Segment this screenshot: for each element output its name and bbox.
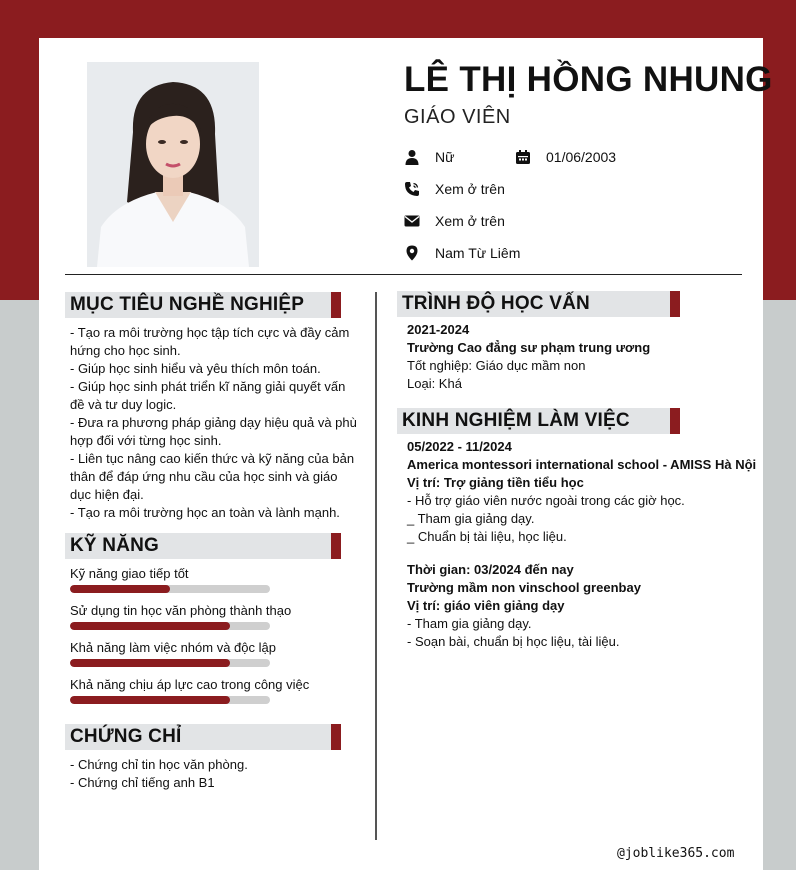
skill-bar xyxy=(70,659,270,667)
skill-bar xyxy=(70,696,270,704)
objective-title: MỤC TIÊU NGHỀ NGHIỆP xyxy=(70,294,305,315)
address-value: Nam Từ Liêm xyxy=(435,245,521,261)
heading-accent xyxy=(670,408,680,434)
gender-value: Nữ xyxy=(435,149,455,165)
certificate-item: - Chứng chỉ tiếng anh B1 xyxy=(70,775,215,790)
skill-bar-fill xyxy=(70,585,170,593)
job-position: Vị trí: giáo viên giảng dạy xyxy=(407,598,565,613)
gender-row xyxy=(404,149,454,165)
objective-line: - Đưa ra phương pháp giảng dạy hiệu quả và phù xyxy=(70,415,357,430)
skill-label: Khả năng làm việc nhóm và độc lập xyxy=(70,640,276,655)
job-position: Vị trí: Trợ giảng tiền tiểu học xyxy=(407,475,584,490)
heading-accent xyxy=(331,724,341,750)
job-duty: - Soạn bài, chuẩn bị học liệu, tài liệu. xyxy=(407,634,620,649)
email-row xyxy=(404,213,505,229)
objective-text xyxy=(70,324,360,522)
skill-bar xyxy=(70,585,270,593)
certificates-title: CHỨNG CHỈ xyxy=(70,726,182,747)
phone-row xyxy=(404,181,505,197)
education-period: 2021-2024 xyxy=(407,322,470,337)
birthday-row xyxy=(515,149,616,165)
objective-line: đề và tư duy logic. xyxy=(70,397,177,412)
certificates-heading xyxy=(65,724,341,750)
job-duty: - Hỗ trợ giáo viên nước ngoài trong các giờ học. xyxy=(407,493,685,508)
column-divider xyxy=(375,292,377,840)
job-title: GIÁO VIÊN xyxy=(404,106,511,128)
location-pin-icon xyxy=(404,245,420,261)
job-duty: _ Chuẩn bị tài liệu, học liệu. xyxy=(407,529,567,544)
education-grade: Loại: Khá xyxy=(407,376,462,391)
birthday-value: 01/06/2003 xyxy=(546,149,617,165)
objective-line: hợp đối với từng học sinh. xyxy=(70,433,222,448)
job-period: Thời gian: 03/2024 đến nay xyxy=(407,562,574,577)
skill-bar-fill xyxy=(70,622,230,630)
job-period: 05/2022 - 11/2024 xyxy=(407,439,512,454)
job-company: America montessori international school - AMISS Hà Nội xyxy=(407,457,757,472)
skill-label: Kỹ năng giao tiếp tốt xyxy=(70,566,189,581)
job-company: Trường mầm non vinschool greenbay xyxy=(407,580,641,595)
education-school: Trường Cao đẳng sư phạm trung ương xyxy=(407,340,651,355)
address-row xyxy=(404,245,520,261)
skill-bar-fill xyxy=(70,696,230,704)
portrait-image xyxy=(87,62,259,267)
objective-line: - Giúp học sinh hiểu và yêu thích môn toán. xyxy=(70,361,321,376)
education-title: TRÌNH ĐỘ HỌC VẤN xyxy=(402,293,590,314)
heading-accent xyxy=(331,292,341,318)
email-value: Xem ở trên xyxy=(435,213,505,229)
heading-accent xyxy=(670,291,680,317)
objective-line: - Tạo ra môi trường học an toàn và lành mạnh. xyxy=(70,505,340,520)
profile-photo xyxy=(87,62,259,267)
skill-label: Sử dụng tin học văn phòng thành thạo xyxy=(70,603,292,618)
job-duty: _ Tham gia giảng dạy. xyxy=(407,511,535,526)
skill-label: Khả năng chịu áp lực cao trong công việc xyxy=(70,677,310,692)
certificate-item: - Chứng chỉ tin học văn phòng. xyxy=(70,757,248,772)
person-icon xyxy=(404,149,420,165)
education-major: Tốt nghiệp: Giáo dục mầm non xyxy=(407,358,586,373)
heading-accent xyxy=(331,533,341,559)
skills-title: KỸ NĂNG xyxy=(70,535,160,556)
experience-heading xyxy=(397,408,680,434)
objective-line: - Tạo ra môi trường học tập tích cực và đầy cảm xyxy=(70,325,350,340)
skill-bar-fill xyxy=(70,659,230,667)
skill-bar xyxy=(70,622,270,630)
skills-heading xyxy=(65,533,341,559)
header-divider xyxy=(65,274,742,275)
calendar-icon xyxy=(515,149,531,165)
footer-watermark[interactable]: @joblike365.com xyxy=(617,846,735,861)
decor-corner xyxy=(0,270,40,300)
objective-line: thân để đáp ứng nhu cầu của học sinh và giáo xyxy=(70,469,338,484)
education-heading xyxy=(397,291,680,317)
objective-line: - Giúp học sinh phát triển kĩ năng giải quyết vấn xyxy=(70,379,346,394)
envelope-icon xyxy=(404,213,420,229)
certificates-list xyxy=(70,756,248,792)
experience-title: KINH NGHIỆM LÀM VIỆC xyxy=(402,410,630,431)
full-name: LÊ THỊ HỒNG NHUNG xyxy=(404,60,773,99)
objective-line: hứng cho học sinh. xyxy=(70,343,181,358)
objective-line: dục hiện đại. xyxy=(70,487,144,502)
phone-value: Xem ở trên xyxy=(435,181,505,197)
job-duty: - Tham gia giảng dạy. xyxy=(407,616,532,631)
objective-line: - Liên tục nâng cao kiến thức và kỹ năng của bản xyxy=(70,451,355,466)
phone-icon xyxy=(404,181,420,197)
objective-heading xyxy=(65,292,341,318)
